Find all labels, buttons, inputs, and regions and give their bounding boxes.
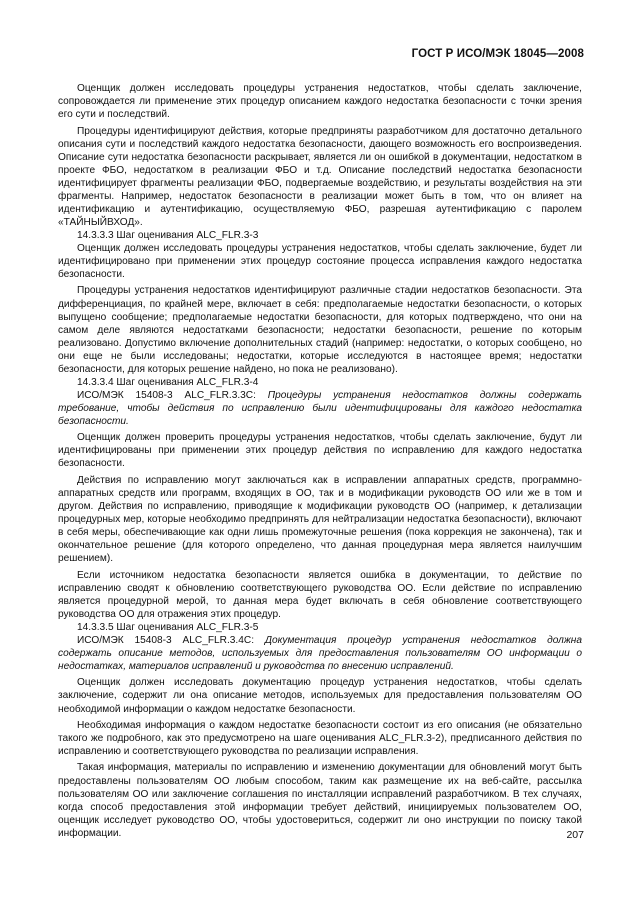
requirement-text: Документация процедур устранения недостатков должна содержать описание методов, используемых для предоставления пользователям ОО информации о недостатках, материалов исправлений и руководства по внесению исправлений.: [58, 634, 582, 672]
paragraph: Оценщик должен исследовать документацию процедур устранения недостатков, чтобы сделать заключение, содержит ли она описание методов, используемых для предоставления пользователям ОО необходимой информации о каждом недостатке безопасности.: [58, 677, 582, 715]
paragraph: Если источником недостатка безопасности является ошибка в документации, то действие по исправлению сводят к обновлению соответствующего руководства ОО. Если действие по исправлению является процедурной мерой, то данная мера будет включать в себя обновление соответствующего руководства ОО для отражения этих процедур.: [58, 569, 582, 620]
requirement-ref: ИСО/МЭК 15408-3 ALC_FLR.3.3C:: [77, 389, 268, 401]
paragraph: Действия по исправлению могут заключаться как в исправлении аппаратных средств, программно-аппаратных средств или программ, входящих в ОО, так и в модификации руководств ОО или же в том и другом. Действия по исправлению, приводящие к модификации руководств ОО (например, к детализации процедурных мер, которые необходимо предпринять для нейтрализации недостатка безопасности), включают в себя меры, обеспечивающие как одни лишь промежуточные решения (пока коррекция не закончена), так и окончательное решение (для которого определено, что данная процедурная мера является наилучшим решением).: [58, 474, 582, 565]
paragraph: Процедуры устранения недостатков идентифицируют различные стадии недостатков безопасности. Эта дифференциация, по крайней мере, включает в себя: предполагаемые недостатки безопасности, о которых выпущено сообщение; предполагаемые недостатки безопасности, для которых подтверждено, что они на самом деле являются недостатками безопасности; недостатки безопасности, решение по которым реализовано. Допустимо включение дополнительных стадий (например: недостатки, о которых сообщено, но они еще не были исследованы; недостатки, которые исследуются в настоящее время; недостатки безопасности, для которых решение найдено, но пока не реализовано).: [58, 285, 582, 375]
section-heading: 14.3.3.3 Шаг оценивания ALC_FLR.3-3: [77, 229, 259, 241]
page-number: 207: [566, 829, 584, 841]
requirement-ref: ИСО/МЭК 15408-3 ALC_FLR.3.4C:: [77, 634, 265, 646]
paragraph: Процедуры идентифицируют действия, которые предприняты разработчиком для достаточно детального описания сути и последствий каждого недостатка безопасности, дающего возможность его воспроизведения. Описание сути недостатка безопасности раскрывает, является ли он ошибкой в документации, недостатком в проекте ФБО, недостатком в реализации ФБО и т.д. Описание последствий недостатка безопасности идентифицирует фрагменты реализации ФБО, подвергаемые воздействию, и результаты воздействия на эти фрагменты. Например, недостаток безопасности в реализации может быть в том, что он влияет на идентификацию и аутентификацию, осуществляемую ФБО, разрешая аутентификацию с паролем «ТАЙНЫЙВХОД».: [58, 125, 582, 228]
paragraph: Такая информация, материалы по исправлению и изменению документации для обновлений могут быть предоставлены пользователям ОО любым способом, таким как размещение их на веб-сайте, рассылка пользователям ОО или заключение соглашения по инсталляции исправлений разработчиком. В тех случаях, когда способ предоставления этой информации требует действий, инициируемых пользователем ОО, оценщик исследует руководство ОО, чтобы удостовериться, содержит ли оно инструкции по поиску такой информации.: [58, 762, 582, 839]
requirement-text: Процедуры устранения недостатков должны содержать требование, чтобы действия по исправлению были идентифицированы для каждого недостатка безопасности.: [58, 389, 582, 427]
paragraph: Оценщик должен исследовать процедуры устранения недостатков, чтобы сделать заключение, сопровождается ли применение этих процедур описанием каждого недостатка безопасности с точки зрения его сути и последствий.: [58, 83, 582, 121]
requirement-quote: [58, 634, 582, 673]
paragraph: Оценщик должен проверить процедуры устранения недостатков, чтобы сделать заключение, будут ли идентифицированы при применении этих процедур действия по исправлению для каждого недостатка безопасности.: [58, 432, 582, 470]
document-header: ГОСТ Р ИСО/МЭК 18045—2008: [411, 48, 584, 60]
requirement-quote: [58, 389, 582, 428]
document-body: [58, 82, 582, 843]
section-heading: 14.3.3.5 Шаг оценивания ALC_FLR.3-5: [77, 621, 259, 633]
paragraph: Оценщик должен исследовать процедуры устранения недостатков, чтобы сделать заключение, будет ли идентифицировано при применении этих процедур состояние процесса исправления каждого недостатка безопасности.: [58, 242, 582, 281]
section-heading: 14.3.3.4 Шаг оценивания ALC_FLR.3-4: [77, 376, 259, 388]
paragraph: Необходимая информация о каждом недостатке безопасности состоит из его описания (не обязательно такого же подробного, как это предусмотрено на шаге оценивания ALC_FLR.3-2), предписанного действия по исправлению и соответствующего руководства по реализации исправления.: [58, 719, 582, 758]
